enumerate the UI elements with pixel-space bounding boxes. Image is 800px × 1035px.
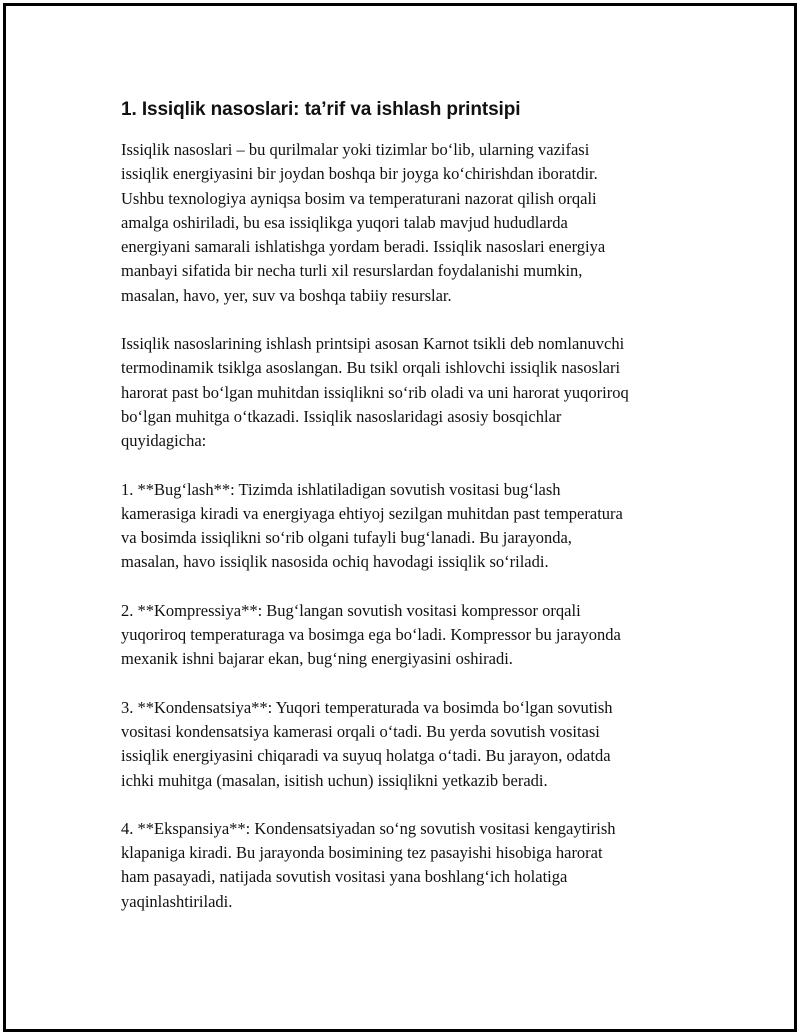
- text-line: vositasi kondensatsiya kamerasi orqali o‘tadi. Bu yerda sovutish vositasi: [121, 721, 600, 741]
- text-line: bo‘lgan muhitga o‘tkazadi. Issiqlik nasoslaridagi asosiy bosqichlar: [121, 406, 562, 426]
- text-line: ham pasayadi, natijada sovutish vositasi yana boshlang‘ich holatiga: [121, 867, 568, 887]
- principle-paragraph: [121, 332, 691, 453]
- text-line: Ushbu texnologiya ayniqsa bosim va temperaturani nazorat qilish orqali: [121, 188, 597, 208]
- step-compression: [121, 599, 691, 672]
- intro-paragraph: [121, 138, 691, 308]
- text-line: quyidagicha:: [121, 431, 207, 451]
- text-line: 2. **Kompressiya**: Bug‘langan sovutish vositasi kompressor orqali: [121, 600, 581, 620]
- text-line: issiqlik energiyasini chiqaradi va suyuq holatga o‘tadi. Bu jarayon, odatda: [121, 746, 611, 766]
- text-line: masalan, havo issiqlik nasosida ochiq havodagi issiqlik so‘riladi.: [121, 552, 549, 572]
- text-line: amalga oshiriladi, bu esa issiqlikga yuqori talab mavjud hududlarda: [121, 212, 568, 232]
- text-line: masalan, havo, yer, suv va boshqa tabiiy resurslar.: [121, 285, 452, 305]
- text-line: energiyani samarali ishlatishga yordam beradi. Issiqlik nasoslari energiya: [121, 237, 606, 257]
- step-expansion: [121, 817, 691, 914]
- text-line: issiqlik energiyasini bir joydan boshqa bir joyga ko‘chirishdan iboratdir.: [121, 164, 598, 184]
- page-frame: [3, 3, 797, 1032]
- step-evaporation: [121, 478, 691, 575]
- text-line: klapaniga kiradi. Bu jarayonda bosimining tez pasayishi hisobiga harorat: [121, 843, 603, 863]
- text-line: 4. **Ekspansiya**: Kondensatsiyadan so‘ng sovutish vositasi kengaytirish: [121, 818, 616, 838]
- text-line: manbayi sifatida bir necha turli xil resurslardan foydalanishi mumkin,: [121, 261, 583, 281]
- text-line: yuqoriroq temperaturaga va bosimga ega bo‘ladi. Kompressor bu jarayonda: [121, 625, 621, 645]
- text-line: Issiqlik nasoslarining ishlash printsipi asosan Karnot tsikli deb nomlanuvchi: [121, 334, 625, 354]
- document-body: [121, 98, 691, 938]
- step-condensation: [121, 696, 691, 793]
- text-line: yaqinlashtiriladi.: [121, 891, 233, 911]
- text-line: 1. **Bug‘lash**: Tizimda ishlatiladigan sovutish vositasi bug‘lash: [121, 479, 561, 499]
- text-line: harorat past bo‘lgan muhitdan issiqlikni so‘rib oladi va uni harorat yuqoriroq: [121, 382, 629, 402]
- text-line: termodinamik tsiklga asoslangan. Bu tsikl orqali ishlovchi issiqlik nasoslari: [121, 358, 621, 378]
- text-line: Issiqlik nasoslari – bu qurilmalar yoki tizimlar bo‘lib, ularning vazifasi: [121, 140, 590, 159]
- text-line: ichki muhitga (masalan, isitish uchun) issiqlikni yetkazib beradi.: [121, 770, 548, 790]
- text-line: 3. **Kondensatsiya**: Yuqori temperaturada va bosimda bo‘lgan sovutish: [121, 697, 613, 717]
- text-line: va bosimda issiqlikni so‘rib olgani tufayli bug‘lanadi. Bu jarayonda,: [121, 528, 572, 548]
- section-heading: 1. Issiqlik nasoslari: ta’rif va ishlash printsipi: [121, 99, 521, 120]
- text-line: mexanik ishni bajarar ekan, bug‘ning energiyasini oshiradi.: [121, 649, 513, 669]
- text-line: kamerasiga kiradi va energiyaga ehtiyoj sezilgan muhitdan past temperatura: [121, 503, 623, 523]
